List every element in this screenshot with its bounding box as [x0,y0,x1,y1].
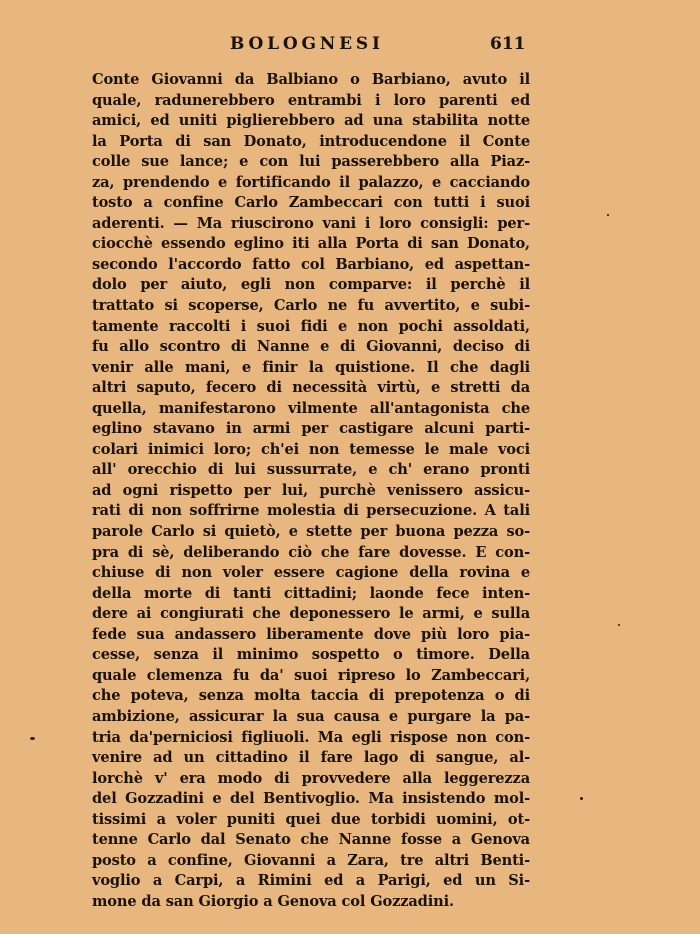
text-line: Conte Giovanni da Balbiano o Barbiano, avuto il [92,71,530,88]
ink-speck [30,737,35,740]
text-line: colari inimici loro; ch'ei non temesse le male voci [92,440,530,458]
text-line: chiuse di non voler essere cagione della rovina e [92,564,530,582]
text-line: aderenti. — Ma riuscirono vani i loro consigli: per- [92,214,530,232]
text-line: del Gozzadini e del Bentivoglio. Ma insistendo mol- [92,790,530,808]
text-line: parole Carlo si quietò, e stette per buona pezza so- [92,523,530,541]
text-line: rati di non soffrirne molestia di persecuzione. A tali [92,502,530,520]
text-line: ambizione, assicurar la sua causa e purgare la pa- [92,707,530,725]
ink-speck [580,797,583,800]
text-line: lorchè v' era modo di provvedere alla leggerezza [92,769,530,787]
text-line: tamente raccolti i suoi fidi e non pochi assoldati, [92,317,530,335]
text-line: quale clemenza fu da' suoi ripreso lo Zambeccari, [92,666,530,684]
text-line: dolo per aiuto, egli non comparve: il perchè il [92,276,530,294]
text-line: dere ai congiurati che deponessero le armi, e sulla [92,605,530,623]
text-line: quale, radunerebbero entrambi i loro parenti ed [92,91,530,109]
text-line: fede sua andassero liberamente dove più loro pia- [92,625,530,643]
text-line: secondo l'accordo fatto col Barbiano, ed aspettan- [92,255,530,273]
text-line: venir alle mani, e finir la quistione. Il che dagli [92,358,530,376]
text-line: altri saputo, fecero di necessità virtù, e stretti da [92,379,530,397]
text-line: trattato si scoperse, Carlo ne fu avvertito, e subi- [92,297,530,315]
text-line: pra di sè, deliberando ciò che fare dovesse. E con- [92,543,530,561]
text-line: venire ad un cittadino il fare lago di sangue, al- [92,749,530,767]
text-line: la Porta di san Donato, introducendone il Conte [92,132,530,150]
text-line: mone da san Giorgio a Genova col Gozzadini. [92,892,454,910]
text-line: za, prendendo e fortificando il palazzo, e cacciando [92,173,530,191]
text-line: cesse, senza il minimo sospetto o timore. Della [92,646,530,664]
text-line: ad ogni rispetto per lui, purchè venissero assicu- [92,481,530,499]
text-line: fu allo scontro di Nanne e di Giovanni, deciso di [92,338,530,356]
text-line: tissimi a voler puniti quei due torbidi uomini, ot- [92,810,530,828]
ink-speck [607,214,609,216]
text-line: voglio a Carpi, a Rimini ed a Parigi, ed un Si- [92,872,530,890]
text-line: tosto a confine Carlo Zambeccari con tutti i suoi [92,194,530,212]
text-line: all' orecchio di lui sussurrate, e ch' erano pronti [92,461,530,479]
text-line: posto a confine, Giovanni a Zara, tre altri Benti- [92,851,530,869]
text-line: eglino stavano in armi per castigare alcuni parti- [92,420,530,438]
body-text [92,70,530,912]
text-line: tenne Carlo dal Senato che Nanne fosse a Genova [92,831,530,849]
text-line: amici, ed uniti piglierebbero ad una stabilita notte [92,112,530,130]
ink-speck [618,624,620,626]
running-title: BOLOGNESI [230,34,384,54]
text-line: colle sue lance; e con lui passerebbero alla Piaz- [92,153,530,171]
page-header [92,30,530,58]
text-line: tria da'perniciosi figliuoli. Ma egli rispose non con- [92,728,530,746]
text-line: che poteva, senza molta taccia di prepotenza o di [92,687,530,705]
text-line: quella, manifestarono vilmente all'antagonista che [92,399,530,417]
text-line: della morte di tanti cittadini; laonde fece inten- [92,584,530,602]
page-number: 611 [490,34,526,54]
text-line: ciocchè essendo eglino iti alla Porta di san Donato, [92,235,530,253]
